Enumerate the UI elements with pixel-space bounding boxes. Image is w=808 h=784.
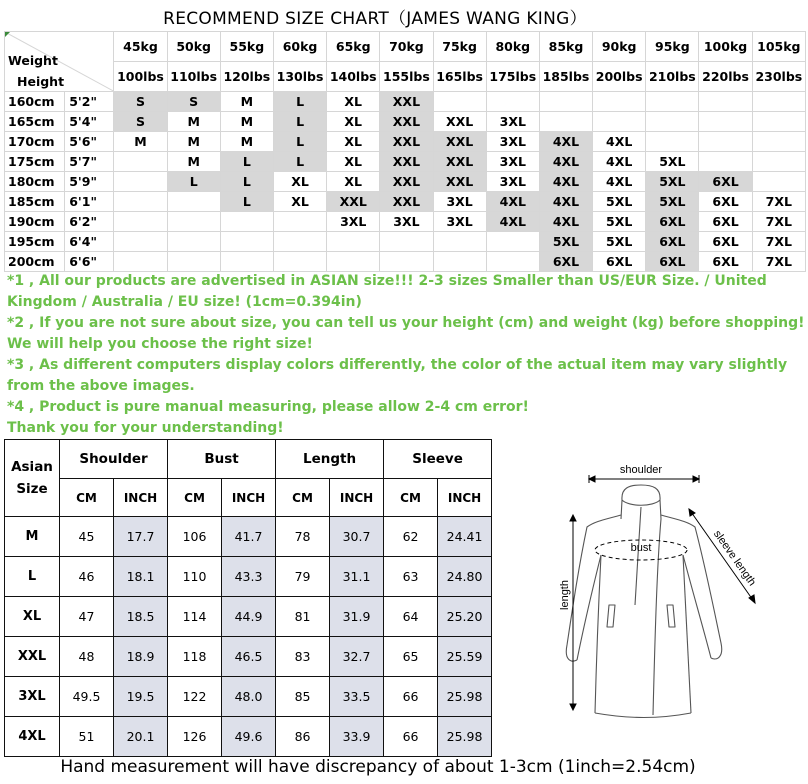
size-cell: XL xyxy=(327,132,380,152)
weight-kg-cell: 60kg xyxy=(273,32,326,62)
size-cell: M xyxy=(220,132,273,152)
size-cell: L xyxy=(220,192,273,212)
group-sleeve: Sleeve xyxy=(384,440,492,479)
size-cell xyxy=(752,152,805,172)
weight-lbs-cell: 175lbs xyxy=(486,62,539,92)
size-cell xyxy=(699,132,752,152)
size-cell xyxy=(380,232,433,252)
measure-cm-cell: 48 xyxy=(60,637,114,677)
measure-cm-cell: 122 xyxy=(168,677,222,717)
size-cell: 6XL xyxy=(646,212,699,232)
weight-lbs-cell: 120lbs xyxy=(220,62,273,92)
size-cell: XL xyxy=(327,112,380,132)
measure-inch-cell: 41.7 xyxy=(222,517,276,557)
weight-kg-cell: 75kg xyxy=(433,32,486,62)
bust-label: bust xyxy=(630,542,652,554)
size-cell: 5XL xyxy=(539,232,592,252)
size-cell: L xyxy=(220,172,273,192)
height-cm-cell: 170cm xyxy=(5,132,65,152)
measure-row xyxy=(5,637,492,677)
size-row xyxy=(5,232,806,252)
size-cell: XXL xyxy=(380,132,433,152)
size-cell: L xyxy=(220,152,273,172)
measure-size-cell: XXL xyxy=(5,637,60,677)
size-cell: 5XL xyxy=(646,192,699,212)
measure-row xyxy=(5,717,492,757)
measure-inch-cell: 31.1 xyxy=(330,557,384,597)
note-thanks: Thank you for your understanding! xyxy=(7,420,284,436)
measure-inch-cell: 49.6 xyxy=(222,717,276,757)
unit-inch: INCH xyxy=(330,479,384,517)
height-cm-cell: 185cm xyxy=(5,192,65,212)
height-cm-cell: 190cm xyxy=(5,212,65,232)
unit-cm: CM xyxy=(384,479,438,517)
size-row xyxy=(5,172,806,192)
weight-lbs-header-row xyxy=(5,62,806,92)
size-cell xyxy=(167,212,220,232)
height-ft-cell: 5'6" xyxy=(65,132,114,152)
size-cell: 7XL xyxy=(752,192,805,212)
measure-inch-cell: 24.80 xyxy=(438,557,492,597)
measure-inch-cell: 18.5 xyxy=(114,597,168,637)
measure-cm-cell: 62 xyxy=(384,517,438,557)
weight-kg-cell: 90kg xyxy=(593,32,646,62)
size-cell: S xyxy=(167,92,220,112)
size-cell: M xyxy=(167,132,220,152)
height-cm-cell: 165cm xyxy=(5,112,65,132)
size-row xyxy=(5,132,806,152)
shoulder-arrow xyxy=(589,475,699,483)
unit-inch: INCH xyxy=(114,479,168,517)
measure-inch-cell: 25.98 xyxy=(438,677,492,717)
weight-lbs-cell: 130lbs xyxy=(273,62,326,92)
measure-cm-cell: 79 xyxy=(276,557,330,597)
size-cell: XXL xyxy=(433,112,486,132)
measure-cm-cell: 64 xyxy=(384,597,438,637)
height-ft-cell: 6'1" xyxy=(65,192,114,212)
size-cell xyxy=(380,252,433,272)
measure-cm-cell: 51 xyxy=(60,717,114,757)
weight-kg-cell: 95kg xyxy=(646,32,699,62)
size-cell xyxy=(593,92,646,112)
measure-inch-cell: 20.1 xyxy=(114,717,168,757)
size-cell xyxy=(167,252,220,272)
height-cm-cell: 195cm xyxy=(5,232,65,252)
size-cell: 5XL xyxy=(593,212,646,232)
size-cell: M xyxy=(167,112,220,132)
measure-inch-cell: 43.3 xyxy=(222,557,276,597)
measure-cm-cell: 126 xyxy=(168,717,222,757)
sleeve-arrow xyxy=(689,509,755,603)
size-cell xyxy=(273,252,326,272)
size-cell xyxy=(752,92,805,112)
unit-cm: CM xyxy=(276,479,330,517)
size-cell: M xyxy=(220,92,273,112)
measure-inch-cell: 17.7 xyxy=(114,517,168,557)
height-ft-cell: 5'4" xyxy=(65,112,114,132)
size-cell: 5XL xyxy=(593,232,646,252)
measure-inch-cell: 48.0 xyxy=(222,677,276,717)
size-cell xyxy=(327,232,380,252)
size-cell xyxy=(752,132,805,152)
measure-inch-cell: 33.5 xyxy=(330,677,384,717)
weight-kg-cell: 70kg xyxy=(380,32,433,62)
measure-inch-cell: 31.9 xyxy=(330,597,384,637)
weight-kg-cell: 55kg xyxy=(220,32,273,62)
measure-cm-cell: 83 xyxy=(276,637,330,677)
size-cell xyxy=(539,92,592,112)
measure-inch-cell: 25.59 xyxy=(438,637,492,677)
weight-lbs-cell: 230lbs xyxy=(752,62,805,92)
size-cell: 4XL xyxy=(539,152,592,172)
size-cell xyxy=(486,232,539,252)
notes-block xyxy=(7,271,805,439)
weight-kg-cell: 80kg xyxy=(486,32,539,62)
unit-inch: INCH xyxy=(438,479,492,517)
size-cell: M xyxy=(220,112,273,132)
size-cell xyxy=(114,172,167,192)
measure-inch-cell: 19.5 xyxy=(114,677,168,717)
measure-cm-cell: 46 xyxy=(60,557,114,597)
size-cell: 5XL xyxy=(593,192,646,212)
size-cell xyxy=(220,252,273,272)
shoulder-label: shoulder xyxy=(619,464,663,476)
measure-size-cell: L xyxy=(5,557,60,597)
size-cell: XXL xyxy=(433,172,486,192)
size-cell: XXL xyxy=(380,112,433,132)
weight-lbs-cell: 110lbs xyxy=(167,62,220,92)
size-cell: 6XL xyxy=(646,252,699,272)
size-cell: XXL xyxy=(433,152,486,172)
size-cell: 4XL xyxy=(539,192,592,212)
size-cell: 7XL xyxy=(752,252,805,272)
measure-cm-cell: 118 xyxy=(168,637,222,677)
size-cell: 4XL xyxy=(486,212,539,232)
height-ft-cell: 6'4" xyxy=(65,232,114,252)
size-cell xyxy=(114,212,167,232)
size-cell: 6XL xyxy=(646,232,699,252)
height-cm-cell: 180cm xyxy=(5,172,65,192)
coat-outline-icon xyxy=(566,485,721,718)
note-1: *1 , All our products are advertised in ASIAN size!!! 2-3 sizes Smaller than US/EUR Size. / United Kingdom / Australia / EU size! (1cm=0.394in) xyxy=(7,273,767,310)
weight-kg-cell: 85kg xyxy=(539,32,592,62)
footer-note: Hand measurement will have discrepancy of about 1-3cm (1inch=2.54cm) xyxy=(60,757,696,777)
measure-cm-cell: 66 xyxy=(384,717,438,757)
size-cell: L xyxy=(273,132,326,152)
size-cell: 7XL xyxy=(752,232,805,252)
size-cell: 4XL xyxy=(486,192,539,212)
height-ft-cell: 5'2" xyxy=(65,92,114,112)
size-cell: 3XL xyxy=(380,212,433,232)
weight-lbs-cell: 155lbs xyxy=(380,62,433,92)
weight-lbs-cell: 100lbs xyxy=(114,62,167,92)
measure-group-header-row xyxy=(5,440,492,479)
size-cell: XXL xyxy=(380,92,433,112)
measure-cm-cell: 85 xyxy=(276,677,330,717)
unit-inch: INCH xyxy=(222,479,276,517)
recommend-size-table xyxy=(4,31,806,272)
size-cell xyxy=(433,232,486,252)
size-cell: XL xyxy=(273,192,326,212)
weight-kg-cell: 65kg xyxy=(327,32,380,62)
measure-unit-header-row xyxy=(5,479,492,517)
size-cell: XL xyxy=(273,172,326,192)
size-cell xyxy=(646,92,699,112)
size-row xyxy=(5,152,806,172)
size-cell: M xyxy=(167,152,220,172)
weight-label: Weight xyxy=(8,53,58,68)
size-cell: XL xyxy=(327,152,380,172)
size-cell xyxy=(114,192,167,212)
measure-cm-cell: 65 xyxy=(384,637,438,677)
sleeve-length-label: sleeve length xyxy=(710,528,758,589)
size-cell: 6XL xyxy=(699,232,752,252)
size-cell: 6XL xyxy=(699,192,752,212)
measure-inch-cell: 18.1 xyxy=(114,557,168,597)
group-length: Length xyxy=(276,440,384,479)
weight-lbs-cell: 210lbs xyxy=(646,62,699,92)
size-cell xyxy=(114,232,167,252)
size-cell: L xyxy=(273,152,326,172)
height-label: Height xyxy=(17,74,65,89)
size-cell xyxy=(327,252,380,272)
size-cell xyxy=(167,192,220,212)
size-cell: 6XL xyxy=(539,252,592,272)
measure-row xyxy=(5,677,492,717)
height-ft-cell: 5'9" xyxy=(65,172,114,192)
size-row xyxy=(5,112,806,132)
size-cell: L xyxy=(273,112,326,132)
coat-measurement-diagram xyxy=(529,455,769,725)
size-cell: XXL xyxy=(380,172,433,192)
size-row xyxy=(5,252,806,272)
weight-lbs-cell: 185lbs xyxy=(539,62,592,92)
size-cell xyxy=(752,112,805,132)
size-cell: S xyxy=(114,92,167,112)
measure-cm-cell: 63 xyxy=(384,557,438,597)
measure-cm-cell: 78 xyxy=(276,517,330,557)
height-cm-cell: 160cm xyxy=(5,92,65,112)
asian-size-line1: Asian xyxy=(11,459,53,475)
measure-cm-cell: 66 xyxy=(384,677,438,717)
size-cell xyxy=(486,252,539,272)
size-cell: 3XL xyxy=(433,192,486,212)
measure-cm-cell: 106 xyxy=(168,517,222,557)
size-cell xyxy=(486,92,539,112)
measure-cm-cell: 81 xyxy=(276,597,330,637)
weight-kg-cell: 105kg xyxy=(752,32,805,62)
size-cell xyxy=(273,212,326,232)
size-cell xyxy=(114,252,167,272)
size-cell: 4XL xyxy=(593,172,646,192)
size-cell: 7XL xyxy=(752,212,805,232)
weight-lbs-cell: 140lbs xyxy=(327,62,380,92)
corner-marker-icon xyxy=(5,32,10,37)
size-cell: XXL xyxy=(380,192,433,212)
asian-size-header xyxy=(5,440,60,517)
unit-cm: CM xyxy=(168,479,222,517)
size-cell: 6XL xyxy=(699,172,752,192)
size-cell: L xyxy=(273,92,326,112)
note-3: *3 , As different computers display colors differently, the color of the actual item may vary slightly from the above images. xyxy=(7,357,788,394)
size-row xyxy=(5,212,806,232)
weight-kg-cell: 100kg xyxy=(699,32,752,62)
page-title: RECOMMEND SIZE CHART（JAMES WANG KING） xyxy=(163,9,587,29)
size-cell: 5XL xyxy=(646,172,699,192)
measure-size-cell: M xyxy=(5,517,60,557)
measure-inch-cell: 33.9 xyxy=(330,717,384,757)
size-cell: 3XL xyxy=(486,172,539,192)
measure-size-cell: XL xyxy=(5,597,60,637)
weight-lbs-cell: 165lbs xyxy=(433,62,486,92)
size-cell: 4XL xyxy=(539,172,592,192)
unit-cm: CM xyxy=(60,479,114,517)
measure-cm-cell: 114 xyxy=(168,597,222,637)
measure-cm-cell: 45 xyxy=(60,517,114,557)
measure-row xyxy=(5,597,492,637)
size-cell xyxy=(699,152,752,172)
measure-cm-cell: 47 xyxy=(60,597,114,637)
size-cell xyxy=(699,92,752,112)
measure-inch-cell: 44.9 xyxy=(222,597,276,637)
size-cell xyxy=(539,112,592,132)
size-cell: 5XL xyxy=(646,152,699,172)
size-cell xyxy=(433,92,486,112)
size-cell: XXL xyxy=(380,152,433,172)
measure-cm-cell: 110 xyxy=(168,557,222,597)
group-shoulder: Shoulder xyxy=(60,440,168,479)
size-cell xyxy=(220,212,273,232)
size-cell: 3XL xyxy=(486,112,539,132)
size-row xyxy=(5,192,806,212)
size-cell: L xyxy=(167,172,220,192)
size-cell: XL xyxy=(327,92,380,112)
measure-inch-cell: 25.98 xyxy=(438,717,492,757)
height-ft-cell: 5'7" xyxy=(65,152,114,172)
height-ft-cell: 6'2" xyxy=(65,212,114,232)
size-cell xyxy=(114,152,167,172)
size-cell: 4XL xyxy=(539,212,592,232)
size-cell: 3XL xyxy=(327,212,380,232)
size-cell xyxy=(699,112,752,132)
height-cm-cell: 175cm xyxy=(5,152,65,172)
size-cell: 4XL xyxy=(593,152,646,172)
size-cell xyxy=(593,112,646,132)
height-cm-cell: 200cm xyxy=(5,252,65,272)
size-cell: 4XL xyxy=(593,132,646,152)
weight-lbs-cell: 200lbs xyxy=(593,62,646,92)
size-cell xyxy=(433,252,486,272)
size-row xyxy=(5,92,806,112)
measurement-table xyxy=(4,439,492,757)
measure-inch-cell: 32.7 xyxy=(330,637,384,677)
size-cell: 6XL xyxy=(593,252,646,272)
height-ft-cell: 6'6" xyxy=(65,252,114,272)
measure-cm-cell: 49.5 xyxy=(60,677,114,717)
measure-row xyxy=(5,517,492,557)
size-cell: 4XL xyxy=(539,132,592,152)
size-cell: 3XL xyxy=(486,152,539,172)
length-label: length xyxy=(559,580,571,610)
size-cell xyxy=(167,232,220,252)
size-cell xyxy=(646,112,699,132)
measure-size-cell: 3XL xyxy=(5,677,60,717)
size-cell xyxy=(273,232,326,252)
note-4: *4 , Product is pure manual measuring, please allow 2-4 cm error! xyxy=(7,399,529,415)
weight-height-corner xyxy=(5,32,114,92)
size-cell: 3XL xyxy=(433,212,486,232)
measure-inch-cell: 46.5 xyxy=(222,637,276,677)
size-cell: XXL xyxy=(433,132,486,152)
size-cell xyxy=(752,172,805,192)
size-cell: 3XL xyxy=(486,132,539,152)
size-cell: 6XL xyxy=(699,212,752,232)
measure-cm-cell: 86 xyxy=(276,717,330,757)
size-cell xyxy=(646,132,699,152)
size-cell: S xyxy=(114,112,167,132)
size-cell: M xyxy=(114,132,167,152)
size-cell xyxy=(220,232,273,252)
group-bust: Bust xyxy=(168,440,276,479)
weight-kg-cell: 45kg xyxy=(114,32,167,62)
size-cell: 6XL xyxy=(699,252,752,272)
asian-size-line2: Size xyxy=(16,481,48,497)
note-2: *2 , If you are not sure about size, you can tell us your height (cm) and weight (kg) before shopping! We will help you choose the right size! xyxy=(7,315,805,352)
weight-lbs-cell: 220lbs xyxy=(699,62,752,92)
weight-kg-cell: 50kg xyxy=(167,32,220,62)
measure-inch-cell: 24.41 xyxy=(438,517,492,557)
measure-size-cell: 4XL xyxy=(5,717,60,757)
weight-kg-header-row xyxy=(5,32,806,62)
length-arrow xyxy=(570,515,576,710)
measure-row xyxy=(5,557,492,597)
measure-inch-cell: 30.7 xyxy=(330,517,384,557)
measure-inch-cell: 18.9 xyxy=(114,637,168,677)
size-cell: XL xyxy=(327,172,380,192)
size-cell: XXL xyxy=(327,192,380,212)
measure-inch-cell: 25.20 xyxy=(438,597,492,637)
